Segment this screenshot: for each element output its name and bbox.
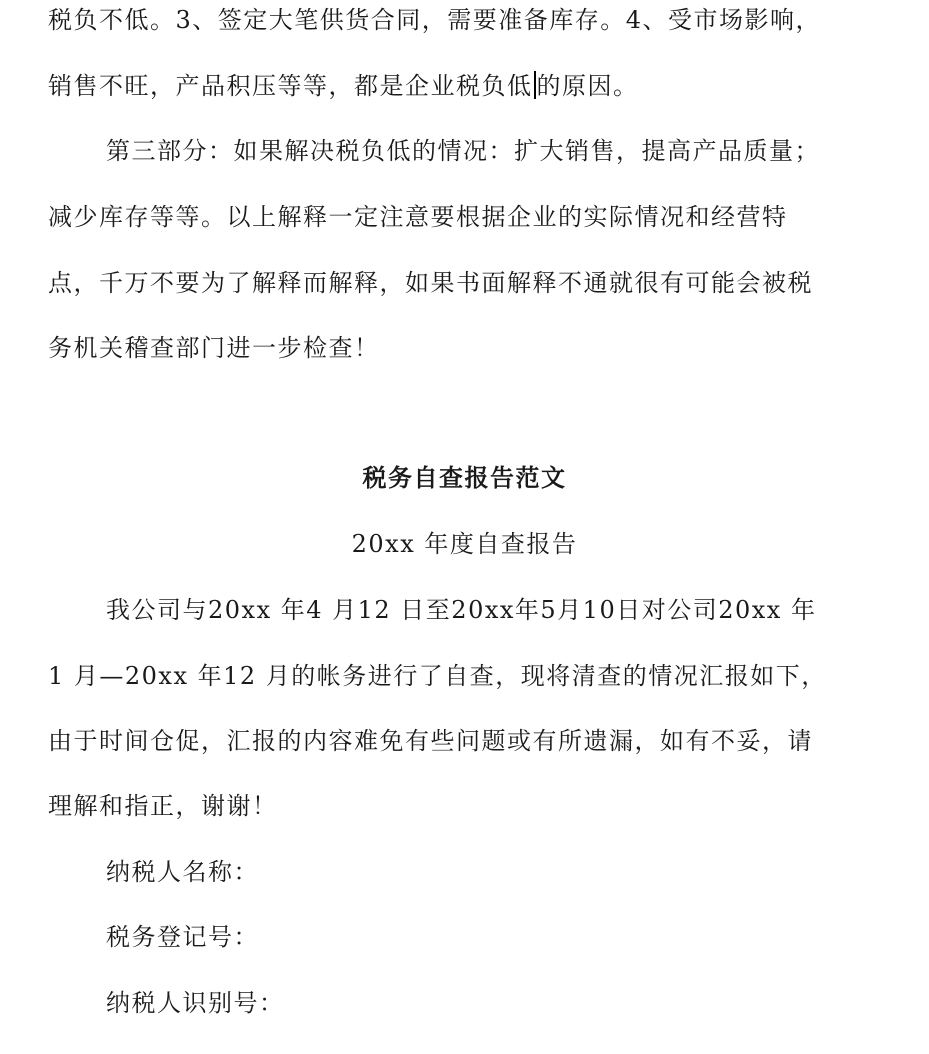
field-tax-registration-no: 税务登记号： (106, 923, 259, 951)
section-title: 税务自查报告范文 (362, 463, 567, 492)
line-text-before-caret: 销售不旺，产品积压等等，都是企业税负低 (48, 72, 533, 100)
paragraph-line: 我公司与20xx 年4 月12 日至20xx年5月10日对公司20xx 年 (106, 596, 817, 624)
paragraph-line: 点，千万不要为了解释而解释，如果书面解释不通就很有可能会被税 (48, 269, 813, 297)
field-taxpayer-id-no: 纳税人识别号： (106, 989, 285, 1017)
paragraph-line: 税负不低。3、签定大笔供货合同，需要准备库存。4、受市场影响， (48, 6, 822, 34)
report-subtitle: 20xx 年度自查报告 (351, 530, 578, 558)
paragraph-line: 减少库存等等。以上解释一定注意要根据企业的实际情况和经营特 (48, 203, 788, 231)
paragraph-line: 1 月—20xx 年12 月的帐务进行了自查，现将清查的情况汇报如下， (48, 662, 827, 690)
paragraph-line: 务机关稽查部门进一步检查！ (48, 334, 380, 362)
paragraph-line (48, 71, 918, 101)
text-cursor (534, 71, 536, 99)
paragraph-line: 第三部分：如果解决税负低的情况：扩大销售，提高产品质量； (106, 137, 820, 165)
field-taxpayer-name: 纳税人名称： (106, 858, 259, 886)
paragraph-line: 由于时间仓促，汇报的内容难免有些问题或有所遗漏，如有不妥，请 (48, 727, 813, 755)
line-text-after-caret: 的原因。 (536, 72, 639, 100)
paragraph-line: 理解和指正，谢谢！ (48, 792, 278, 820)
